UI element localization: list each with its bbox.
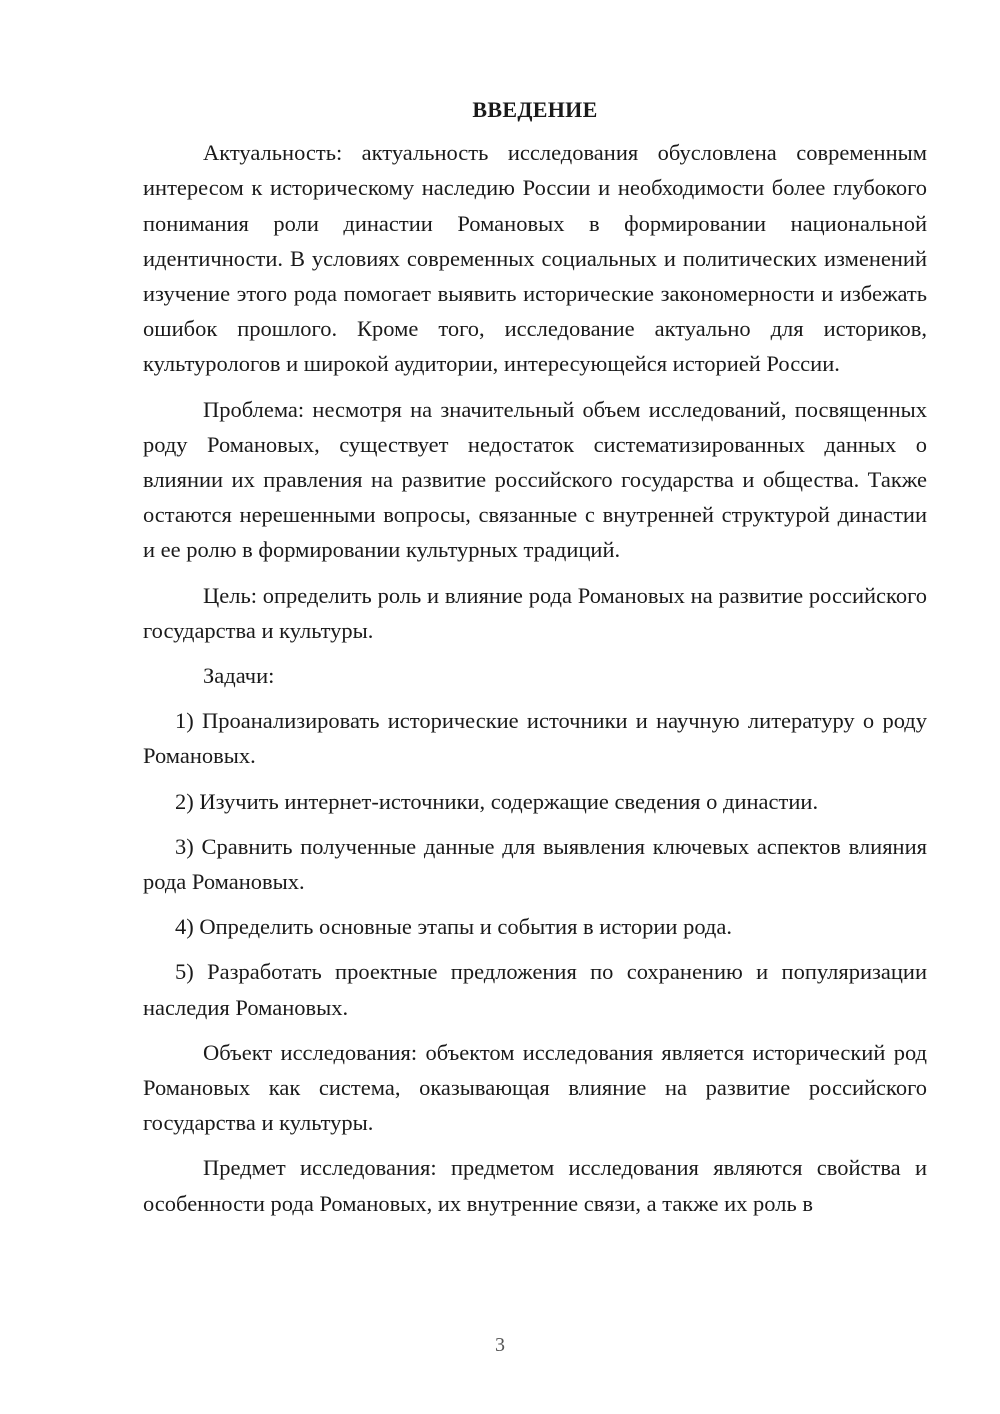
task-item-4: 4) Определить основные этапы и события в истории рода. (175, 914, 732, 940)
relevance-paragraph: Актуальность: актуальность исследования обусловлена современным интересом к историческому наследию России и необходимости более глубокого понимания роли династии Романовых в формировании национальной идентичности. В условиях современных социальных и политических изменений изучение этого рода помогает выявить исторические закономерности и избежать ошибок прошлого. Кроме того, исследование актуально для историков, культурологов и широкой аудитории, интересующейся историей России. (143, 140, 927, 377)
object-paragraph: Объект исследования: объектом исследования является исторический род Романовых как система, оказывающая влияние на развитие российского государства и культуры. (143, 1039, 927, 1136)
task-item-3: 3) Сравнить полученные данные для выявления ключевых аспектов влияния рода Романовых. (143, 833, 927, 895)
subject-paragraph: Предмет исследования: предметом исследования являются свойства и особенности рода Романовых, их внутренние связи, а также их роль в (143, 1155, 927, 1216)
goal-paragraph: Цель: определить роль и влияние рода Романовых на развитие российского государства и культуры. (143, 582, 927, 643)
task-item-5: 5) Разработать проектные предложения по сохранению и популяризации наследия Романовых. (143, 959, 927, 1020)
page-content (143, 92, 927, 1231)
task-item-2: 2) Изучить интернет-источники, содержащие сведения о династии. (175, 788, 819, 814)
page-number: 3 (495, 1334, 505, 1356)
problem-paragraph: Проблема: несмотря на значительный объем исследований, посвященных роду Романовых, существует недостаток систематизированных данных о влиянии их правления на развитие российского государства и общества. Также остаются нерешенными вопросы, связанные с внутренней структурой династии и ее ролю в формировании культурных традиций. (143, 396, 927, 563)
tasks-heading: Задачи: (203, 663, 275, 689)
task-item-1: 1) Проанализировать исторические источники и научную литературу о роду Романовых. (143, 708, 927, 769)
section-title: ВВЕДЕНИЕ (472, 97, 598, 122)
